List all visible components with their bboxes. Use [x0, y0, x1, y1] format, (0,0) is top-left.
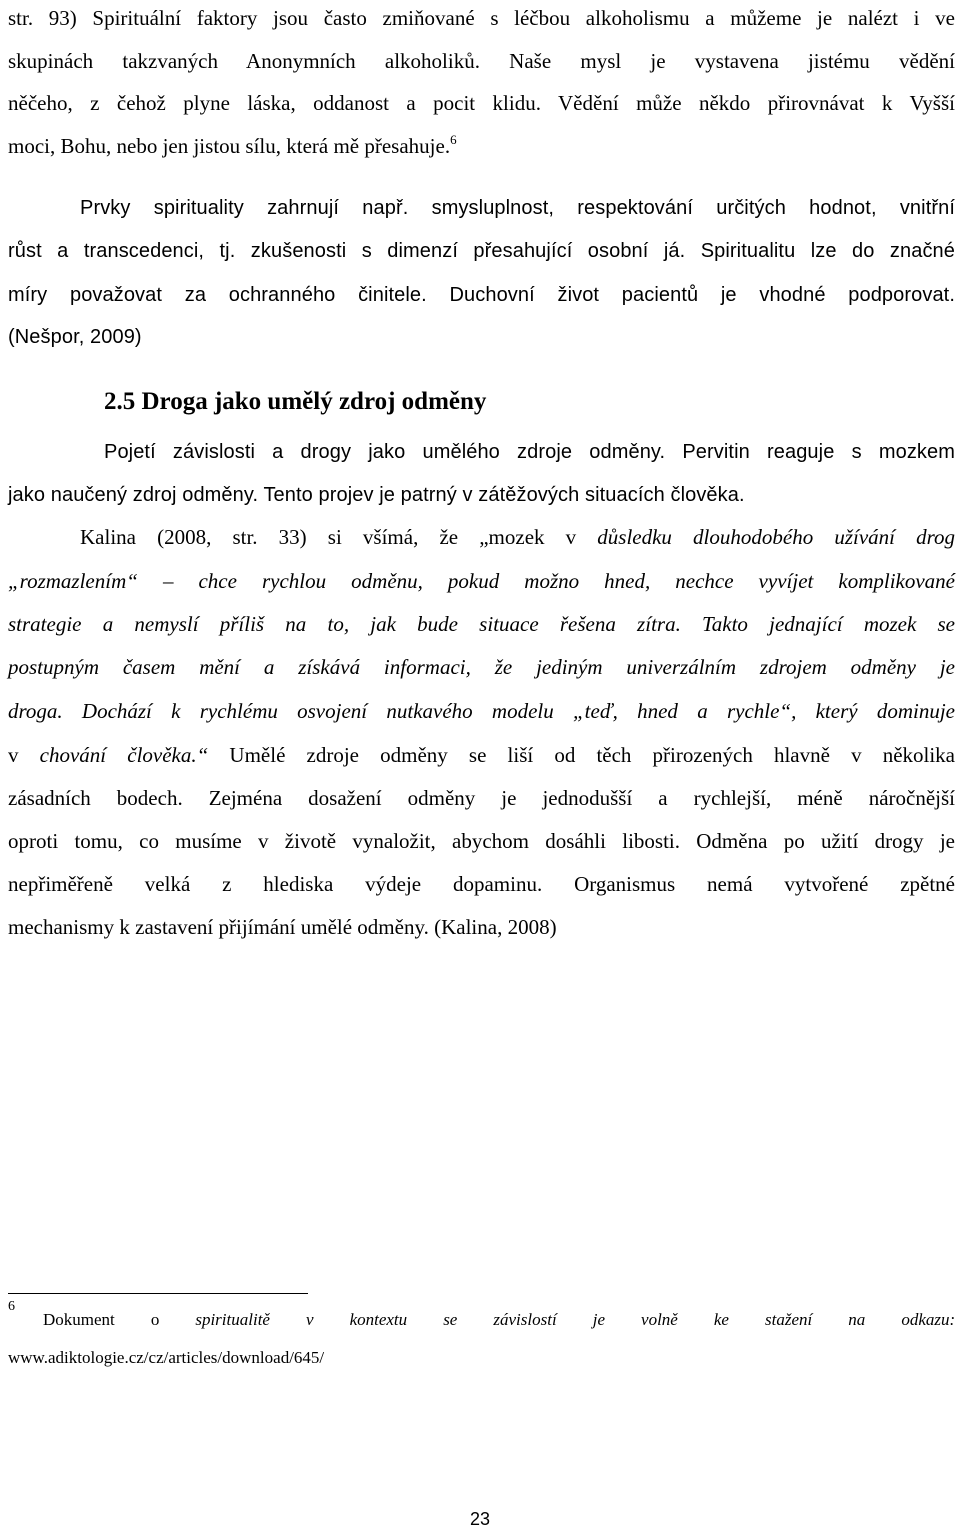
footnote-word: odkazu:: [901, 1310, 956, 1329]
footnote-word: závislostí: [493, 1310, 557, 1329]
text-line: míry považovat za ochranného činitele. Duchovní život pacientů je vhodné podporovat.: [8, 284, 955, 306]
text-line: str. 93) Spirituální faktory jsou často zmiňované s léčbou alkoholismu a můžeme je nalézt i ve: [8, 6, 955, 30]
page-number: 23: [469, 1509, 491, 1529]
text-line: [8, 653, 955, 681]
text-line: [8, 741, 955, 769]
text-line: růst a transcedenci, tj. zkušenosti s dimenzí přesahující osobní já. Spiritualitu lze do značné: [8, 240, 955, 262]
footnote-separator: [8, 1293, 308, 1294]
footnote-mark: 6: [8, 1299, 15, 1314]
text-line: jako naučený zdroj odměny. Tento projev je patrný v zátěžových situacích člověka.: [8, 484, 745, 506]
quote-fragment: postupným časem mění a získává informaci, že jediným univerzálním zdrojem odměny je: [8, 655, 955, 679]
footnote-word: o: [150, 1310, 160, 1329]
text-line: skupinách takzvaných Anonymních alkoholiků. Naše mysl je vystavena jistému vědění: [8, 49, 955, 73]
text-line: [8, 697, 955, 725]
quote-fragment: chování člověka.“: [39, 743, 209, 767]
text-fragment: moci, Bohu, nebo jen jistou sílu, která mě přesahuje.: [8, 134, 451, 158]
footnote-link[interactable]: www.adiktologie.cz/cz/articles/download/645/: [8, 1348, 325, 1367]
quote-fragment: „rozmazlením“ – chce rychlou odměnu, pokud možno hned, nechce vyvíjet komplikované: [8, 569, 955, 593]
footnote-word: volně: [641, 1310, 678, 1329]
text-line: (Nešpor, 2009): [8, 326, 142, 348]
section-title: Droga jako umělý zdroj odměny: [141, 388, 487, 415]
text-line: [80, 523, 955, 551]
footnote-word: stažení: [765, 1310, 813, 1329]
text-line: nepřiměřeně velká z hlediska výdeje dopaminu. Organismus nemá vytvořené zpětné: [8, 872, 955, 896]
quote-fragment: strategie a nemyslí příliš na to, jak bude situace řešena zítra. Takto jednající mozek se: [8, 612, 955, 636]
section-number: 2.5: [104, 388, 136, 415]
text-line: [8, 610, 955, 638]
footnote-reference[interactable]: 6: [450, 132, 457, 147]
text-fragment: Umělé zdroje odměny se liší od těch přirozených hlavně v několika: [208, 743, 956, 767]
footnote-word: Dokument: [43, 1310, 115, 1329]
text-line: Pojetí závislosti a drogy jako umělého zdroje odměny. Pervitin reaguje s mozkem: [104, 441, 955, 463]
text-line: [8, 567, 955, 595]
text-line: Prvky spirituality zahrnují např. smysluplnost, respektování určitých hodnot, vnitřní: [80, 197, 955, 219]
text-line: něčeho, z čehož plyne láska, oddanost a pocit klidu. Vědění může někdo přirovnávat k Vyšší: [8, 91, 955, 115]
section-heading: [104, 386, 486, 418]
text-line: [8, 132, 955, 160]
text-line: zásadních bodech. Zejména dosažení odměny je jednodušší a rychlejší, méně náročnější: [8, 786, 955, 810]
footnote-word: spiritualitě: [195, 1310, 270, 1329]
quote-fragment: droga. Dochází k rychlému osvojení nutkavého modelu „teď, hned a rychle“, který dominuje: [8, 699, 955, 723]
footnote-word: v kontextu: [306, 1310, 408, 1329]
footnote-word: je: [592, 1310, 605, 1329]
footnote-word: se: [443, 1310, 458, 1329]
text-line: mechanismy k zastavení přijímání umělé odměny. (Kalina, 2008): [8, 915, 557, 939]
footnote-text: [43, 1309, 955, 1331]
footnote-word: ke: [713, 1310, 729, 1329]
text-line: oproti tomu, co musíme v životě vynaložit, abychom dosáhli libosti. Odměna po užití drogy je: [8, 829, 955, 853]
text-fragment: v: [8, 743, 40, 767]
quote-fragment: důsledku dlouhodobého užívání drog: [597, 525, 955, 549]
text-fragment: Kalina (2008, str. 33) si všímá, že „mozek v: [80, 525, 598, 549]
footnote-word: na: [848, 1310, 866, 1329]
